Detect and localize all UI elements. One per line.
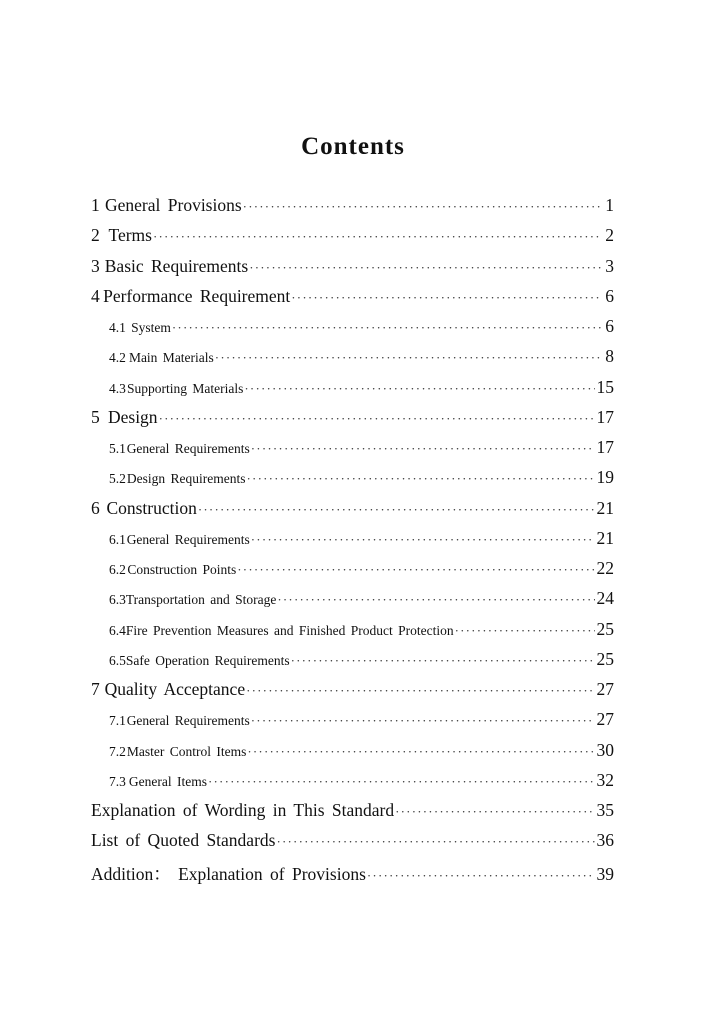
- toc-subentry: [91, 316, 614, 346]
- toc-subentry: [91, 467, 614, 497]
- toc-entry-label: Design Requirements: [126, 471, 246, 487]
- toc-entry-label: Transportation and Storage: [125, 592, 277, 608]
- toc-entry-label: General Requirements: [126, 531, 250, 547]
- toc-entry-number: 5: [91, 406, 100, 427]
- toc-entry-label: General Requirements: [126, 441, 250, 456]
- toc-entry-page-number: 21: [596, 527, 614, 548]
- toc-entry-number: 6.1: [109, 531, 126, 547]
- toc-entry-page-number: 24: [596, 588, 614, 609]
- toc-entry-label: Explanation of Wording in This Standard: [91, 800, 395, 820]
- toc-entry: [91, 679, 614, 709]
- toc-entry-page-number: 30: [596, 739, 614, 760]
- toc-entry-page-number: 25: [596, 618, 614, 639]
- toc-subentry: [91, 588, 614, 618]
- toc-subentry: [91, 740, 614, 770]
- toc-entry-page-number: 27: [596, 709, 614, 730]
- dot-leader: [153, 229, 602, 245]
- toc-entry-label: Basic Requirements: [104, 255, 249, 276]
- toc-entry-page-number: 32: [596, 769, 614, 790]
- dot-leader: [251, 441, 595, 457]
- toc-entry-label: Master Control Items: [126, 743, 247, 759]
- toc-entry-label: General Provisions: [105, 195, 242, 215]
- toc-entry-page-number: 17: [596, 406, 614, 427]
- toc-entry: [91, 407, 614, 437]
- toc-entry-number: 6.2: [109, 562, 126, 577]
- toc-entry-number: 2: [91, 225, 100, 246]
- dot-leader: [277, 592, 594, 608]
- toc-entry-page-number: 25: [596, 648, 614, 669]
- toc-entry-number: 5.2: [109, 471, 126, 487]
- toc-entry-label: Fire Prevention Measures and Finished Product Protection: [125, 622, 454, 638]
- dot-leader: [247, 744, 594, 760]
- toc-entry-page-number: 2: [605, 225, 614, 246]
- toc-entry-label: Main Materials: [128, 350, 214, 366]
- toc-entry: [91, 195, 614, 225]
- toc-entry-page-number: 22: [596, 558, 614, 578]
- toc-entry-label: General Items: [128, 773, 207, 789]
- toc-entry: [91, 498, 614, 528]
- toc-entry-number: 7.2: [109, 743, 126, 759]
- dot-leader: [367, 868, 595, 884]
- toc-entry-page-number: 27: [596, 679, 614, 699]
- toc-subentry: [91, 649, 614, 679]
- dot-leader: [246, 683, 594, 699]
- toc-entry-number: 7.1: [109, 713, 126, 729]
- dot-leader: [291, 653, 595, 669]
- toc-entry-page-number: 6: [605, 316, 614, 336]
- dot-leader: [243, 199, 602, 215]
- toc-entry-label: Construction: [106, 497, 197, 518]
- toc-entry-label: Design: [107, 406, 158, 427]
- toc-entry-number: 6.3: [109, 592, 126, 608]
- dot-leader: [395, 804, 594, 820]
- table-of-contents: [91, 195, 614, 891]
- toc-entry-label: Quality Acceptance: [104, 679, 246, 699]
- toc-entry: [91, 861, 614, 891]
- toc-entry-label: Construction Points: [127, 562, 237, 577]
- dot-leader: [215, 350, 602, 366]
- toc-entry-number: 6: [91, 497, 100, 518]
- toc-subentry: [91, 619, 614, 649]
- toc-subentry: [91, 709, 614, 739]
- dot-leader: [249, 260, 602, 276]
- toc-entry-page-number: 36: [596, 830, 614, 851]
- toc-entry-number: 4: [91, 285, 100, 306]
- toc-entry-number: 5.1: [109, 441, 126, 456]
- dot-leader: [251, 532, 595, 548]
- dot-leader: [291, 290, 602, 306]
- toc-entry: [91, 800, 614, 830]
- toc-entry-number: 4.3: [109, 380, 126, 396]
- dot-leader: [244, 381, 594, 397]
- dot-leader: [247, 471, 595, 487]
- toc-subentry: [91, 437, 614, 467]
- page-title: Contents: [301, 133, 405, 160]
- toc-entry-page-number: 3: [605, 255, 614, 276]
- toc-entry-label: General Requirements: [126, 713, 250, 729]
- dot-leader: [159, 411, 595, 427]
- toc-entry-page-number: 15: [596, 376, 614, 397]
- toc-entry-page-number: 35: [596, 800, 614, 820]
- toc-entry: [91, 286, 614, 316]
- toc-entry-number: 1: [91, 195, 100, 215]
- toc-entry-number: 4.1: [109, 320, 126, 335]
- toc-subentry: [91, 558, 614, 588]
- toc-entry-label: Safe Operation Requirements: [125, 652, 290, 668]
- toc-entry-label: List of Quoted Standards: [91, 830, 276, 851]
- toc-subentry: [91, 346, 614, 376]
- toc-entry-page-number: 6: [605, 285, 614, 306]
- toc-entry-number: 7.3: [109, 773, 126, 789]
- dot-leader: [172, 320, 602, 336]
- toc-entry-label: System: [131, 320, 171, 335]
- toc-entry-page-number: 17: [596, 437, 614, 457]
- toc-entry-page-number: 39: [596, 863, 614, 884]
- toc-entry-label: Supporting Materials: [127, 380, 244, 396]
- toc-subentry: [91, 770, 614, 800]
- toc-entry: [91, 830, 614, 860]
- toc-entry: [91, 225, 614, 255]
- toc-entry: [91, 256, 614, 286]
- dot-leader: [455, 623, 595, 639]
- dot-leader: [276, 834, 594, 850]
- toc-subentry: [91, 377, 614, 407]
- toc-entry-page-number: 19: [596, 467, 614, 488]
- dot-leader: [198, 502, 595, 518]
- dot-leader: [208, 774, 595, 790]
- toc-subentry: [91, 528, 614, 558]
- toc-entry-number: 3: [91, 255, 100, 276]
- toc-entry-page-number: 8: [605, 346, 614, 367]
- toc-entry-number: 6.4: [109, 622, 126, 638]
- toc-entry-label: Performance Requirement: [103, 285, 291, 306]
- toc-entry-number: 6.5: [109, 652, 126, 668]
- toc-entry-number: 7: [91, 679, 100, 699]
- dot-leader: [251, 713, 595, 729]
- toc-entry-number: 4.2: [109, 350, 126, 366]
- toc-entry-page-number: 1: [605, 195, 614, 215]
- toc-entry-label: Terms: [108, 225, 152, 246]
- toc-entry-label: Addition： Explanation of Provisions: [91, 863, 366, 884]
- toc-entry-page-number: 21: [596, 497, 614, 518]
- dot-leader: [237, 562, 594, 578]
